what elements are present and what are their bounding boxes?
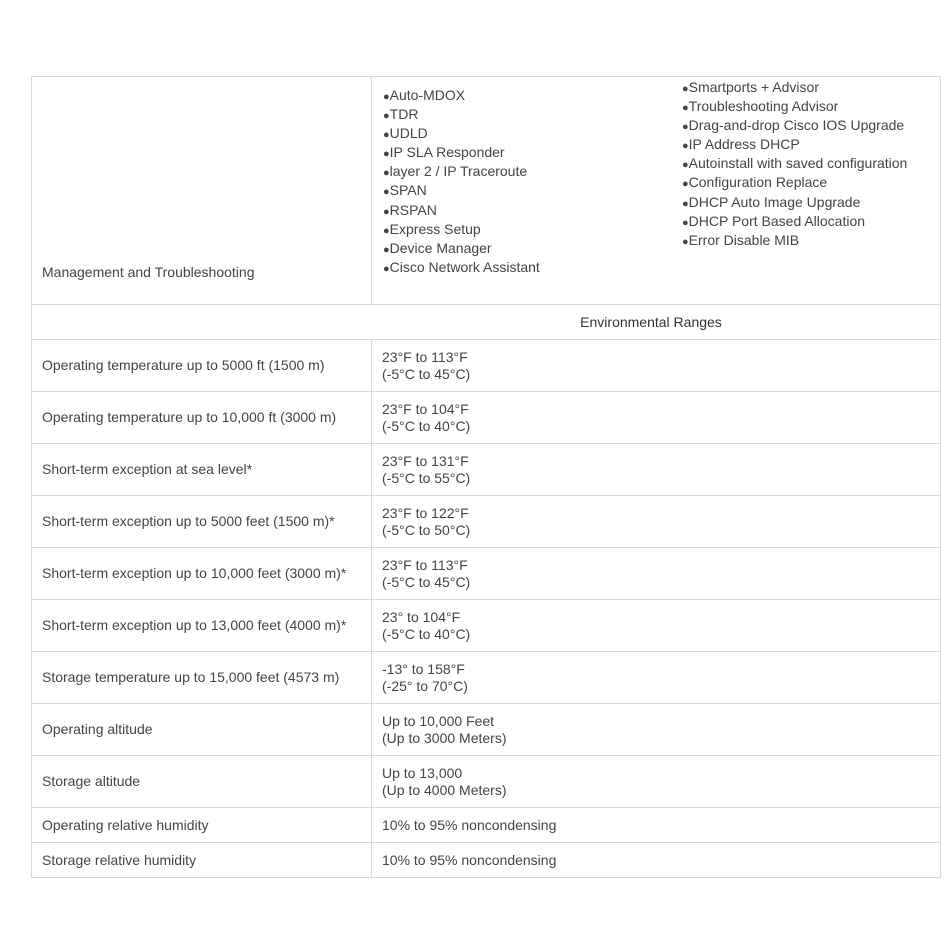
feature-text: DHCP Auto Image Upgrade [688, 193, 861, 210]
environment-row [32, 808, 941, 843]
feature-text: UDLD [389, 125, 428, 142]
environment-row [32, 392, 941, 444]
value-line-2: (-5°C to 45°C) [382, 365, 471, 382]
row-label: Operating relative humidity [32, 808, 372, 843]
row-value [372, 843, 941, 878]
bullet-icon: ● [682, 216, 689, 229]
environment-row [32, 843, 941, 878]
feature-text: IP SLA Responder [389, 144, 505, 161]
value-line-2: (-5°C to 45°C) [382, 573, 471, 590]
management-label: Management and Troubleshooting [32, 77, 372, 305]
feature-item [682, 117, 907, 136]
value-line-2: (Up to 4000 Meters) [382, 781, 507, 798]
feature-item [383, 106, 540, 125]
feature-item [383, 163, 540, 182]
bullet-icon: ● [682, 159, 689, 172]
row-value [372, 340, 941, 392]
bullet-icon: ● [383, 224, 390, 237]
management-row [32, 77, 941, 305]
environment-row [32, 444, 941, 496]
feature-item [682, 98, 907, 117]
feature-item [383, 182, 540, 201]
feature-item [682, 79, 907, 98]
feature-item [383, 202, 540, 221]
feature-item [383, 240, 540, 259]
row-value [372, 600, 941, 652]
feature-text: Express Setup [389, 220, 481, 237]
section-header-row [32, 305, 941, 340]
row-label: Storage altitude [32, 756, 372, 808]
feature-text: Smartports + Advisor [688, 79, 819, 95]
row-value [372, 392, 941, 444]
row-label: Operating altitude [32, 704, 372, 756]
row-value [372, 548, 941, 600]
row-value [372, 808, 941, 843]
feature-text: IP Address DHCP [688, 136, 800, 153]
value-line-2: (-5°C to 55°C) [382, 469, 471, 486]
value-line-2: (Up to 3000 Meters) [382, 729, 507, 746]
value-line-1: 23°F to 131°F [382, 452, 469, 469]
bullet-icon: ● [682, 83, 689, 95]
feature-item [383, 144, 540, 163]
value-line-1: 23°F to 113°F [382, 348, 468, 365]
bullet-icon: ● [383, 262, 390, 275]
feature-text: Troubleshooting Advisor [688, 98, 839, 115]
value-line-1: 23°F to 122°F [382, 504, 469, 521]
environment-row [32, 652, 941, 704]
value-line-1: 23°F to 113°F [382, 556, 468, 573]
environment-row [32, 600, 941, 652]
row-value [372, 652, 941, 704]
feature-text: Device Manager [389, 239, 492, 256]
bullet-icon: ● [383, 91, 390, 103]
value-line-1: -13° to 158°F [382, 660, 465, 677]
row-label: Short-term exception up to 10,000 feet (3000 m)* [32, 548, 372, 600]
row-label: Short-term exception up to 5000 feet (1500 m)* [32, 496, 372, 548]
value-line-2: (-5°C to 40°C) [382, 625, 471, 642]
environment-row [32, 496, 941, 548]
environment-row [32, 704, 941, 756]
row-label: Operating temperature up to 10,000 ft (3000 m) [32, 392, 372, 444]
environment-row [32, 548, 941, 600]
features-list-right [682, 79, 907, 251]
row-label: Short-term exception up to 13,000 feet (4000 m)* [32, 600, 372, 652]
bullet-icon: ● [383, 186, 390, 199]
feature-text: Drag-and-drop Cisco IOS Upgrade [688, 117, 905, 134]
row-value [372, 704, 941, 756]
value-line-1: 10% to 95% noncondensing [382, 851, 557, 868]
environment-row [32, 340, 941, 392]
spec-table [31, 76, 941, 878]
bullet-icon: ● [383, 110, 390, 123]
row-label: Operating temperature up to 5000 ft (1500 m) [32, 340, 372, 392]
feature-text: Error Disable MIB [688, 231, 800, 248]
row-value [372, 444, 941, 496]
feature-item [682, 155, 907, 174]
feature-item [682, 174, 907, 193]
environment-row [32, 756, 941, 808]
bullet-icon: ● [383, 129, 390, 142]
feature-text: Cisco Network Assistant [389, 258, 540, 275]
features-list-left [383, 87, 540, 278]
value-line-1: 23° to 104°F [382, 608, 461, 625]
bullet-icon: ● [682, 102, 689, 115]
feature-item [383, 87, 540, 106]
row-value [372, 756, 941, 808]
bullet-icon: ● [383, 167, 390, 180]
feature-text: DHCP Port Based Allocation [688, 212, 866, 229]
row-label: Storage temperature up to 15,000 feet (4573 m) [32, 652, 372, 704]
feature-item [682, 213, 907, 232]
value-line-1: Up to 13,000 [382, 764, 463, 781]
row-value [372, 496, 941, 548]
bullet-icon: ● [682, 197, 689, 210]
bullet-icon: ● [383, 148, 390, 161]
feature-item [383, 221, 540, 240]
value-line-1: Up to 10,000 Feet [382, 712, 495, 729]
value-line-2: (-25° to 70°C) [382, 677, 468, 694]
bullet-icon: ● [383, 243, 390, 256]
value-line-1: 10% to 95% noncondensing [382, 816, 557, 833]
row-label: Short-term exception at sea level* [32, 444, 372, 496]
feature-text: Autoinstall with saved configuration [688, 155, 908, 172]
bullet-icon: ● [383, 205, 390, 218]
bullet-icon: ● [682, 178, 689, 191]
bullet-icon: ● [682, 235, 689, 248]
section-title: Environmental Ranges [32, 305, 941, 340]
management-features [372, 77, 941, 305]
value-line-1: 23°F to 104°F [382, 400, 469, 417]
value-line-2: (-5°C to 40°C) [382, 417, 471, 434]
value-line-2: (-5°C to 50°C) [382, 521, 471, 538]
feature-text: Auto-MDOX [389, 87, 466, 103]
feature-item [383, 259, 540, 278]
feature-text: SPAN [389, 182, 427, 199]
feature-item [682, 194, 907, 213]
feature-text: RSPAN [389, 201, 437, 218]
feature-text: layer 2 / IP Traceroute [389, 163, 528, 180]
feature-item [383, 125, 540, 144]
bullet-icon: ● [682, 121, 689, 134]
row-label: Storage relative humidity [32, 843, 372, 878]
feature-item [682, 232, 907, 251]
feature-text: Configuration Replace [688, 174, 828, 191]
feature-item [682, 136, 907, 155]
feature-text: TDR [389, 106, 419, 123]
bullet-icon: ● [682, 140, 689, 153]
